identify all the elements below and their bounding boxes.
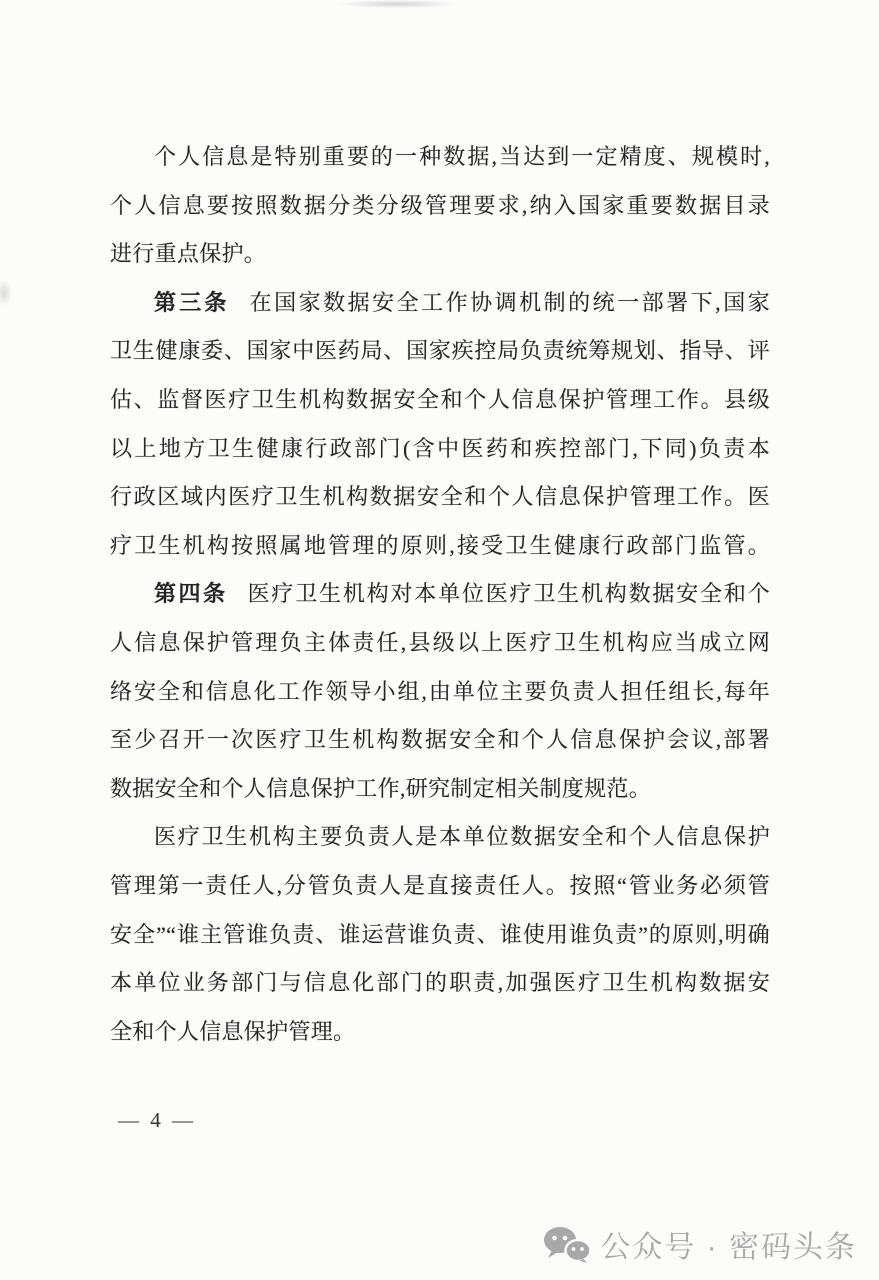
doc-line-text: 个人信息是特别重要的一种数据,当达到一定精度、规模时, <box>154 144 770 169</box>
document-body <box>110 133 770 1056</box>
doc-line-text: 估、监督医疗卫生机构数据安全和个人信息保护管理工作。县级 <box>110 386 770 412</box>
doc-line <box>110 668 770 717</box>
doc-line <box>110 473 770 522</box>
doc-line-text: 至少召开一次医疗卫生机构数据安全和个人信息保护会议,部署 <box>110 727 770 753</box>
doc-line-text: 行政区域内医疗卫生机构数据安全和个人信息保护管理工作。医 <box>110 484 770 510</box>
doc-line <box>110 959 770 1008</box>
doc-line-text: 在国家数据安全工作协调机制的统一部署下,国家 <box>249 289 770 315</box>
doc-line <box>110 765 770 814</box>
scan-artifact-left <box>0 280 12 306</box>
doc-line-text: 进行重点保护。 <box>110 241 267 267</box>
doc-line <box>110 230 770 279</box>
watermark <box>543 1222 857 1266</box>
doc-line <box>110 279 770 328</box>
doc-line-text: 数据安全和个人信息保护工作,研究制定相关制度规范。 <box>110 775 652 801</box>
doc-line <box>110 862 770 911</box>
doc-line-text: 全和个人信息保护管理。 <box>110 1018 356 1044</box>
doc-line <box>110 911 770 960</box>
doc-line-text: 医疗卫生机构主要负责人是本单位数据安全和个人信息保护 <box>154 824 770 850</box>
doc-line-text: 络安全和信息化工作领导小组,由单位主要负责人担任组长,每年 <box>110 678 770 704</box>
doc-line <box>110 522 770 571</box>
doc-line <box>110 570 770 619</box>
doc-line-text: 医疗卫生机构对本单位医疗卫生机构数据安全和个 <box>247 581 770 607</box>
wechat-icon <box>543 1226 591 1263</box>
doc-line <box>110 716 770 765</box>
scan-artifact-top <box>338 0 456 8</box>
doc-line-text: 疗卫生机构按照属地管理的原则,接受卫生健康行政部门监管。 <box>110 532 770 558</box>
article-number-3: 第三条 <box>154 289 230 315</box>
doc-line-text: 以上地方卫生健康行政部门(含中医药和疾控部门,下同)负责本 <box>110 435 770 461</box>
watermark-text: 公众号 · 密码头条 <box>600 1231 857 1264</box>
doc-line-text: 卫生健康委、国家中医药局、国家疾控局负责统筹规划、指导、评 <box>110 338 770 364</box>
doc-line <box>110 182 770 231</box>
doc-line <box>110 619 770 668</box>
page-number: — 4 — <box>118 1108 196 1132</box>
doc-line-text: 本单位业务部门与信息化部门的职责,加强医疗卫生机构数据安 <box>110 970 770 996</box>
doc-line-text: 个人信息要按照数据分类分级管理要求,纳入国家重要数据目录 <box>110 192 770 218</box>
doc-line-text: 管理第一责任人,分管负责人是直接责任人。按照“管业务必须管 <box>110 872 770 898</box>
doc-line <box>110 376 770 425</box>
doc-line <box>110 1008 770 1057</box>
doc-line <box>110 133 770 182</box>
doc-line <box>110 425 770 474</box>
doc-line <box>110 813 770 862</box>
doc-line-text: 人信息保护管理负主体责任,县级以上医疗卫生机构应当成立网 <box>110 629 770 655</box>
doc-line-text: 安全”“谁主管谁负责、谁运营谁负责、谁使用谁负责”的原则,明确 <box>110 921 770 947</box>
article-number-4: 第四条 <box>154 581 228 607</box>
doc-line <box>110 327 770 376</box>
